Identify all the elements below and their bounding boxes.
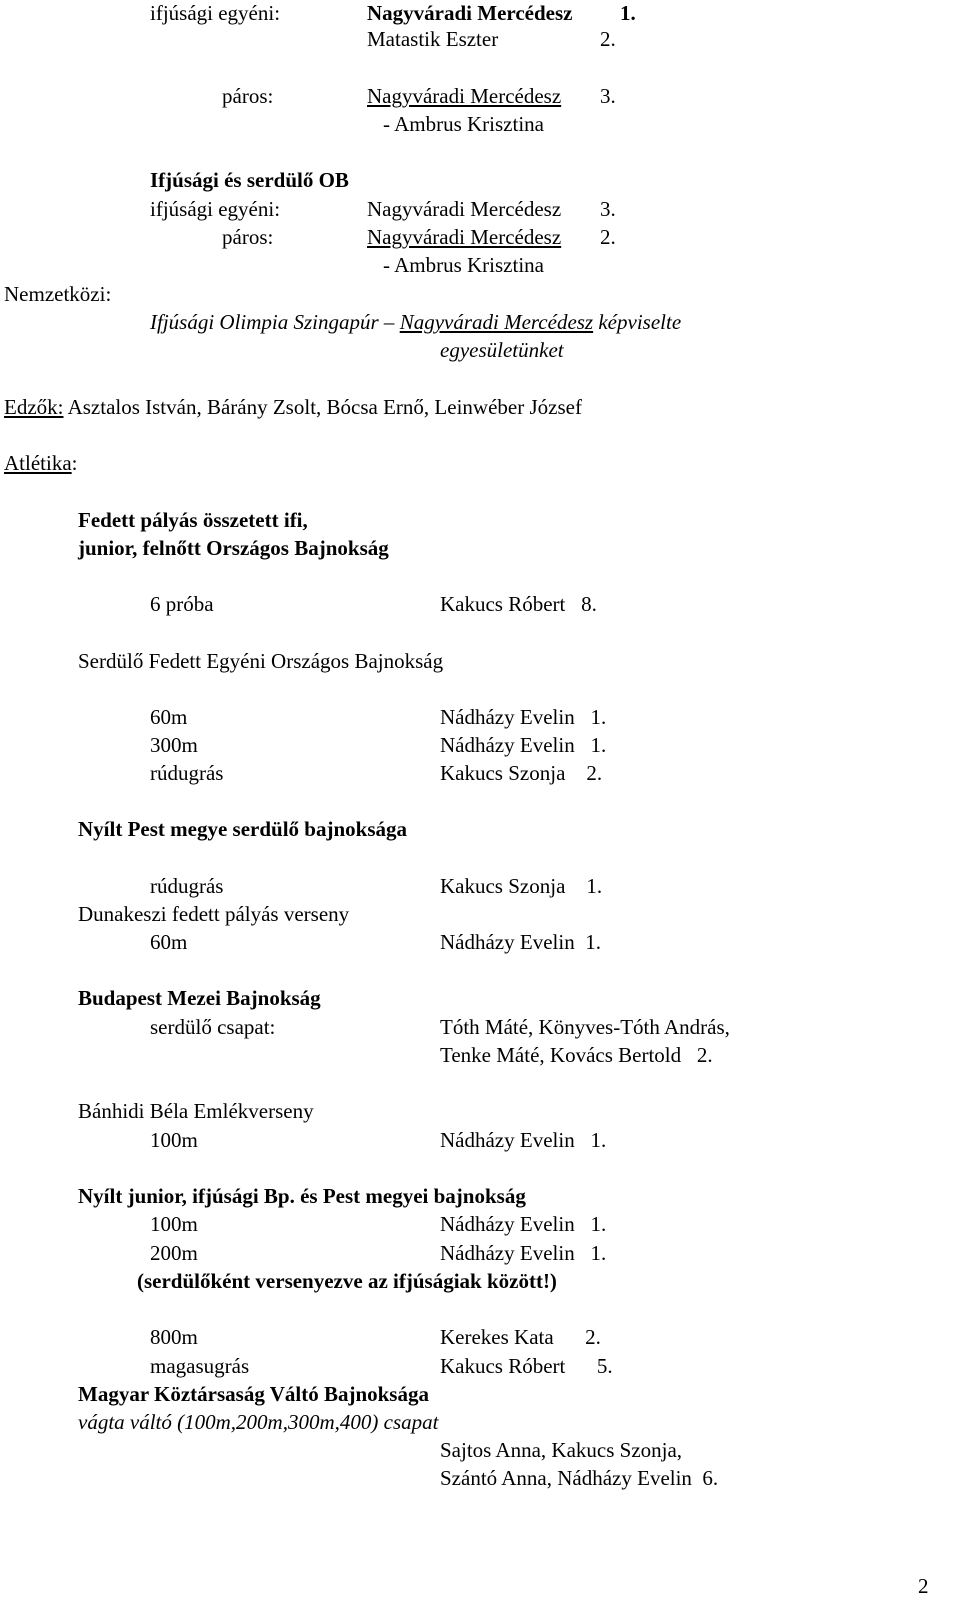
serdulo-event: rúdugrás	[150, 761, 224, 785]
fedett-result: Kakucs Róbert 8.	[440, 592, 597, 616]
edzok-line	[4, 397, 582, 418]
pest-title: Nyílt Pest megye serdülő bajnoksága	[78, 817, 407, 841]
valto-title: Magyar Köztársaság Váltó Bajnoksága	[78, 1382, 429, 1406]
ifj-egyeni-rank1: 1.	[620, 1, 636, 25]
mezei-team1: Tóth Máté, Könyves-Tóth András,	[440, 1015, 730, 1039]
valto-team1: Sajtos Anna, Kakucs Szonja,	[440, 1438, 683, 1462]
fedett-title1: Fedett pályás összetett ifi,	[78, 508, 308, 532]
serdulo-result: Kakucs Szonja 2.	[440, 761, 603, 785]
serdulo-result: Nádházy Evelin 1.	[440, 733, 607, 757]
nemzetkozi-line2: egyesületünket	[440, 338, 564, 362]
fedett-event: 6 próba	[150, 592, 214, 616]
junior-result: Nádházy Evelin 1.	[440, 1212, 607, 1236]
junior-event: 200m	[150, 1241, 198, 1265]
ifj-egyeni-label: ifjúsági egyéni:	[150, 1, 281, 25]
edzok-label: Edzők:	[4, 395, 64, 419]
banhidi-result: Nádházy Evelin 1.	[440, 1128, 607, 1152]
valto-team2: Szántó Anna, Nádházy Evelin 6.	[440, 1466, 719, 1490]
junior-result: Kerekes Kata 2.	[440, 1325, 601, 1349]
ob-paros-name2: - Ambrus Krisztina	[383, 253, 544, 277]
nemzetkozi-athlete: Nagyváradi Mercédesz	[399, 310, 594, 334]
ob-paros-rank: 2.	[600, 225, 616, 249]
valto-subtitle: vágta váltó (100m,200m,300m,400) csapat	[78, 1410, 439, 1434]
nemzetkozi-line1	[150, 312, 681, 333]
edzok-names: Asztalos István, Bárány Zsolt, Bócsa Ernő, Leinwéber József	[63, 395, 582, 419]
serdulo-result: Nádházy Evelin 1.	[440, 705, 607, 729]
paros-name2: - Ambrus Krisztina	[383, 112, 544, 136]
pest-event: rúdugrás	[150, 874, 224, 898]
banhidi-event: 100m	[150, 1128, 198, 1152]
junior-result: Kakucs Róbert 5.	[440, 1354, 613, 1378]
paros-rank: 3.	[600, 84, 616, 108]
junior-event: magasugrás	[150, 1354, 250, 1378]
ifj-egyeni-second: Matastik Eszter	[367, 27, 499, 51]
mezei-label: serdülő csapat:	[150, 1015, 276, 1039]
junior-result: Nádházy Evelin 1.	[440, 1241, 607, 1265]
nemzetkozi-event: Ifjúsági Olimpia Szingapúr –	[150, 310, 400, 334]
fedett-title2: junior, felnőtt Országos Bajnokság	[78, 536, 389, 560]
ob-paros-label: páros:	[222, 225, 274, 249]
mezei-team2: Tenke Máté, Kovács Bertold 2.	[440, 1043, 713, 1067]
junior-event: 800m	[150, 1325, 198, 1349]
junior-title: Nyílt junior, ifjúsági Bp. és Pest megyei bajnokság	[78, 1184, 526, 1208]
atletika-colon: :	[71, 451, 78, 475]
ob-egyeni-name: Nagyváradi Mercédesz	[367, 197, 562, 221]
ifj-egyeni-rank2: 2.	[600, 27, 616, 51]
ob-egyeni-label: ifjúsági egyéni:	[150, 197, 281, 221]
paros-name1: Nagyváradi Mercédesz	[367, 84, 562, 108]
dunakeszi-event: 60m	[150, 930, 188, 954]
paros-label: páros:	[222, 84, 274, 108]
atletika-label: Atlétika	[4, 451, 72, 475]
dunakeszi-title: Dunakeszi fedett pályás verseny	[78, 902, 350, 926]
ob-egyeni-rank: 3.	[600, 197, 616, 221]
serdulo-event: 60m	[150, 705, 188, 729]
dunakeszi-result: Nádházy Evelin 1.	[440, 930, 601, 954]
nemzetkozi-rest1: képviselte	[593, 310, 682, 334]
serdulo-event: 300m	[150, 733, 198, 757]
atletika-heading	[4, 453, 78, 474]
junior-event: 100m	[150, 1212, 198, 1236]
nemzetkozi-label: Nemzetközi:	[4, 282, 112, 306]
ob-title: Ifjúsági és serdülő OB	[150, 168, 349, 192]
junior-note: (serdülőként versenyezve az ifjúságiak között!)	[137, 1269, 557, 1293]
page-number: 2	[918, 1574, 929, 1598]
ifj-egyeni-winner: Nagyváradi Mercédesz	[367, 1, 573, 25]
banhidi-title: Bánhidi Béla Emlékverseny	[78, 1099, 314, 1123]
ob-paros-name1: Nagyváradi Mercédesz	[367, 225, 562, 249]
mezei-title: Budapest Mezei Bajnokság	[78, 986, 321, 1010]
serdulo-title: Serdülő Fedett Egyéni Országos Bajnokság	[78, 649, 444, 673]
pest-result: Kakucs Szonja 1.	[440, 874, 603, 898]
